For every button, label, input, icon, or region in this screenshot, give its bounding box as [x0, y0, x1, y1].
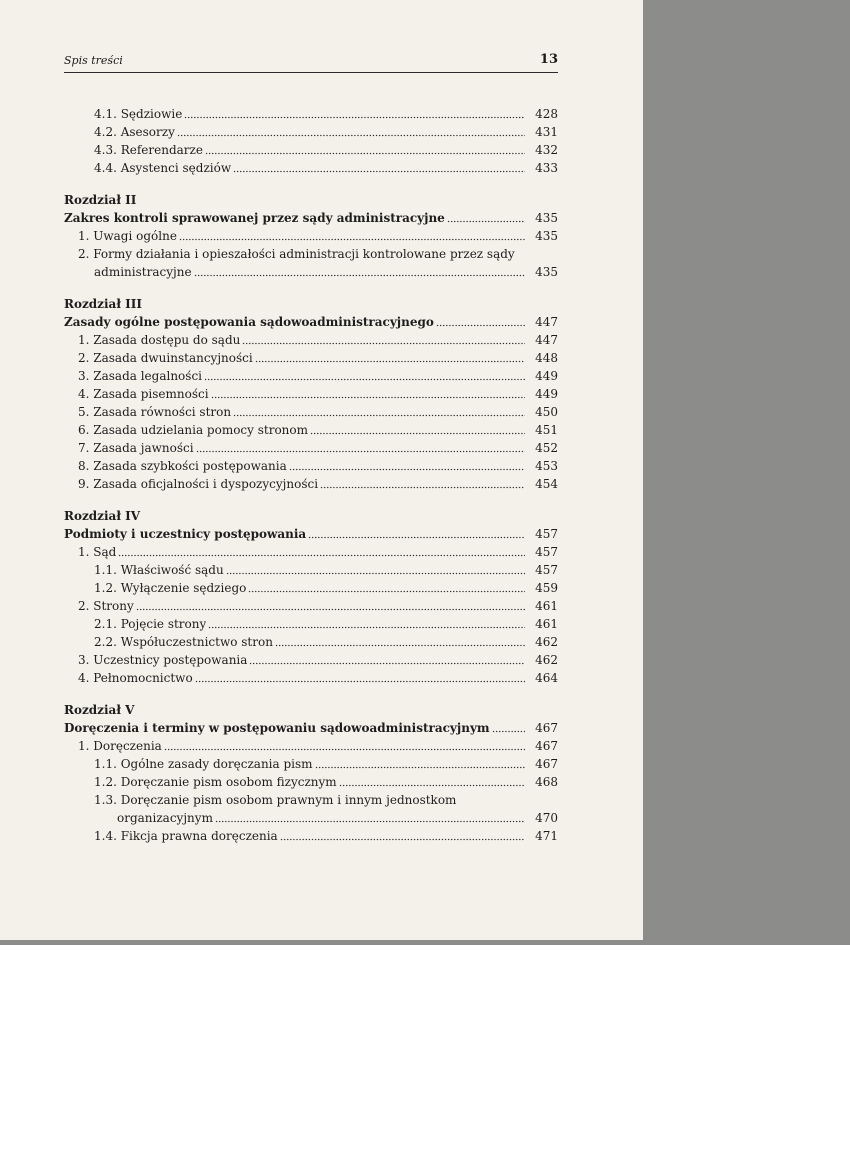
- toc-entry-page: 432: [535, 143, 558, 157]
- leader-dots: [436, 318, 525, 327]
- toc-entry: [64, 421, 558, 439]
- leader-dots: [310, 426, 525, 435]
- toc-entry-page: 459: [535, 581, 558, 595]
- toc-entry-page: 454: [535, 477, 558, 491]
- leader-dots: [204, 372, 525, 381]
- toc-entry-continuation: [64, 263, 558, 281]
- toc-entry-page: 449: [535, 387, 558, 401]
- leader-dots: [308, 530, 525, 539]
- toc-entry: [64, 543, 558, 561]
- toc-entry-label: 4.2. Asesorzy: [94, 125, 175, 139]
- toc-entry-page: 457: [535, 545, 558, 559]
- toc-entry: [64, 141, 558, 159]
- chapter-heading: Rozdział II: [64, 193, 137, 207]
- chapter-title-page: 447: [535, 315, 558, 329]
- leader-dots: [205, 146, 525, 155]
- chapter-heading: Rozdział IV: [64, 509, 141, 523]
- toc-entry: [64, 597, 558, 615]
- toc-entry-label: 1. Doręczenia: [78, 739, 162, 753]
- toc-entry-label: 3. Uczestnicy postępowania: [78, 653, 248, 667]
- toc-entry: [64, 651, 558, 669]
- toc-entry-label-cont: administracyjne: [94, 265, 192, 279]
- toc-entry: [64, 669, 558, 687]
- toc-entry-label: 1.1. Właściwość sądu: [94, 563, 224, 577]
- toc-entry: [64, 755, 558, 773]
- leader-dots: [492, 724, 525, 733]
- chapter-title: [64, 313, 558, 331]
- toc-entry: [64, 403, 558, 421]
- toc-entry: [64, 615, 558, 633]
- toc-entry: [64, 827, 558, 845]
- toc-entry-page: 435: [535, 265, 558, 279]
- toc-entry-page: 464: [535, 671, 558, 685]
- leader-dots: [233, 164, 525, 173]
- toc-entry: [64, 457, 558, 475]
- leader-dots: [289, 462, 525, 471]
- toc-entry-page: 461: [535, 617, 558, 631]
- toc-entry: [64, 561, 558, 579]
- toc-entry: [64, 439, 558, 457]
- toc-entry-page: 452: [535, 441, 558, 455]
- toc-entry-label: 1. Sąd: [78, 545, 117, 559]
- toc-entry-page: 451: [535, 423, 558, 437]
- toc-entry-page: 433: [535, 161, 558, 175]
- toc-entry: [64, 105, 558, 123]
- toc-entry-label: 2. Zasada dwuinstancyjności: [78, 351, 253, 365]
- chapter-title-page: 457: [535, 527, 558, 541]
- toc-entry: [64, 227, 558, 245]
- leader-dots: [226, 566, 525, 575]
- toc-entry-page: 447: [535, 333, 558, 347]
- toc-entry-label: 4. Pełnomocnictwo: [78, 671, 193, 685]
- leader-dots: [118, 548, 525, 557]
- leader-dots: [275, 638, 525, 647]
- chapter-title-page: 435: [535, 211, 558, 225]
- leader-dots: [195, 674, 525, 683]
- chapter-title: [64, 719, 558, 737]
- leader-dots: [179, 232, 525, 241]
- toc-entry-page: 450: [535, 405, 558, 419]
- toc-entry-label: 7. Zasada jawności: [78, 441, 194, 455]
- chapter-title: [64, 209, 558, 227]
- toc-entry-page: 428: [535, 107, 558, 121]
- toc-entry-page: 467: [535, 757, 558, 771]
- toc-entry-page: 453: [535, 459, 558, 473]
- toc-entry: [64, 331, 558, 349]
- leader-dots: [233, 408, 525, 417]
- toc-entry-page: 448: [535, 351, 558, 365]
- toc-entry-label: 1.1. Ogólne zasady doręczania pism: [94, 757, 313, 771]
- toc-entry: [64, 385, 558, 403]
- toc-entry-label: 2.1. Pojęcie strony: [94, 617, 207, 631]
- leader-dots: [208, 620, 525, 629]
- blank-area: [0, 945, 850, 1170]
- table-of-contents: [64, 105, 558, 845]
- toc-entry-label: 4.1. Sędziowie: [94, 107, 183, 121]
- toc-entry-continuation: [64, 809, 558, 827]
- leader-dots: [242, 336, 525, 345]
- running-head-title: Spis treści: [64, 54, 123, 67]
- page-number: 13: [539, 52, 558, 67]
- toc-entry-label-cont: organizacyjnym: [117, 811, 213, 825]
- leader-dots: [194, 268, 525, 277]
- toc-entry: [64, 475, 558, 493]
- toc-entry-label: 8. Zasada szybkości postępowania: [78, 459, 287, 473]
- leader-dots: [164, 742, 525, 751]
- toc-entry-label: 3. Zasada legalności: [78, 369, 203, 383]
- leader-dots: [211, 390, 525, 399]
- chapter-title-label: Doręczenia i terminy w postępowaniu sądowoadministracyjnym: [64, 721, 490, 735]
- leader-dots: [248, 584, 525, 593]
- toc-entry-page: 467: [535, 739, 558, 753]
- toc-entry-label: 1.2. Wyłączenie sędziego: [94, 581, 247, 595]
- toc-entry-label: 2. Strony: [78, 599, 134, 613]
- toc-entry: [64, 791, 558, 809]
- chapter-title-label: Zasady ogólne postępowania sądowoadministracyjnego: [64, 315, 434, 329]
- toc-entry-label: 5. Zasada równości stron: [78, 405, 232, 419]
- toc-entry: [64, 367, 558, 385]
- toc-entry-label: 1. Uwagi ogólne: [78, 229, 177, 243]
- chapter-heading: Rozdział III: [64, 297, 142, 311]
- toc-entry-label: 4.4. Asystenci sędziów: [94, 161, 232, 175]
- toc-entry-page: 449: [535, 369, 558, 383]
- leader-dots: [315, 760, 525, 769]
- chapter-title-page: 467: [535, 721, 558, 735]
- toc-entry-label: 2.2. Współuczestnictwo stron: [94, 635, 273, 649]
- chapter-title-label: Zakres kontroli sprawowanej przez sądy administracyjne: [64, 211, 445, 225]
- leader-dots: [447, 214, 525, 223]
- leader-dots: [196, 444, 525, 453]
- toc-entry-page: 431: [535, 125, 558, 139]
- leader-dots: [339, 778, 525, 787]
- toc-entry-label: 1.2. Doręczanie pism osobom fizycznym: [94, 775, 337, 789]
- toc-entry-page: 468: [535, 775, 558, 789]
- toc-entry: [64, 245, 558, 263]
- toc-entry: [64, 633, 558, 651]
- toc-entry-page: 462: [535, 635, 558, 649]
- leader-dots: [136, 602, 525, 611]
- leader-dots: [215, 814, 525, 823]
- toc-entry-label: 2. Formy działania i opieszałości administracji kontrolowane przez sądy: [78, 247, 515, 261]
- toc-entry: [64, 579, 558, 597]
- toc-entry: [64, 349, 558, 367]
- toc-entry-page: 457: [535, 563, 558, 577]
- toc-entry: [64, 159, 558, 177]
- toc-entry-label: 1.3. Doręczanie pism osobom prawnym i innym jednostkom: [94, 793, 457, 807]
- toc-entry: [64, 123, 558, 141]
- leader-dots: [249, 656, 525, 665]
- toc-entry-label: 4.3. Referendarze: [94, 143, 203, 157]
- toc-entry-label: 6. Zasada udzielania pomocy stronom: [78, 423, 309, 437]
- toc-entry-page: 470: [535, 811, 558, 825]
- toc-entry-label: 9. Zasada oficjalności i dyspozycyjności: [78, 477, 319, 491]
- leader-dots: [177, 128, 525, 137]
- toc-entry-page: 462: [535, 653, 558, 667]
- running-head: [64, 52, 558, 73]
- chapter-title: [64, 525, 558, 543]
- leader-dots: [280, 832, 525, 841]
- leader-dots: [255, 354, 525, 363]
- toc-entry-page: 435: [535, 229, 558, 243]
- toc-entry-label: 1.4. Fikcja prawna doręczenia: [94, 829, 278, 843]
- toc-entry: [64, 737, 558, 755]
- leader-dots: [184, 110, 525, 119]
- chapter-title-label: Podmioty i uczestnicy postępowania: [64, 527, 307, 541]
- toc-entry: [64, 773, 558, 791]
- toc-entry-page: 471: [535, 829, 558, 843]
- leader-dots: [320, 480, 525, 489]
- toc-entry-label: 1. Zasada dostępu do sądu: [78, 333, 241, 347]
- chapter-heading: Rozdział V: [64, 703, 135, 717]
- toc-entry-label: 4. Zasada pisemności: [78, 387, 209, 401]
- toc-entry-page: 461: [535, 599, 558, 613]
